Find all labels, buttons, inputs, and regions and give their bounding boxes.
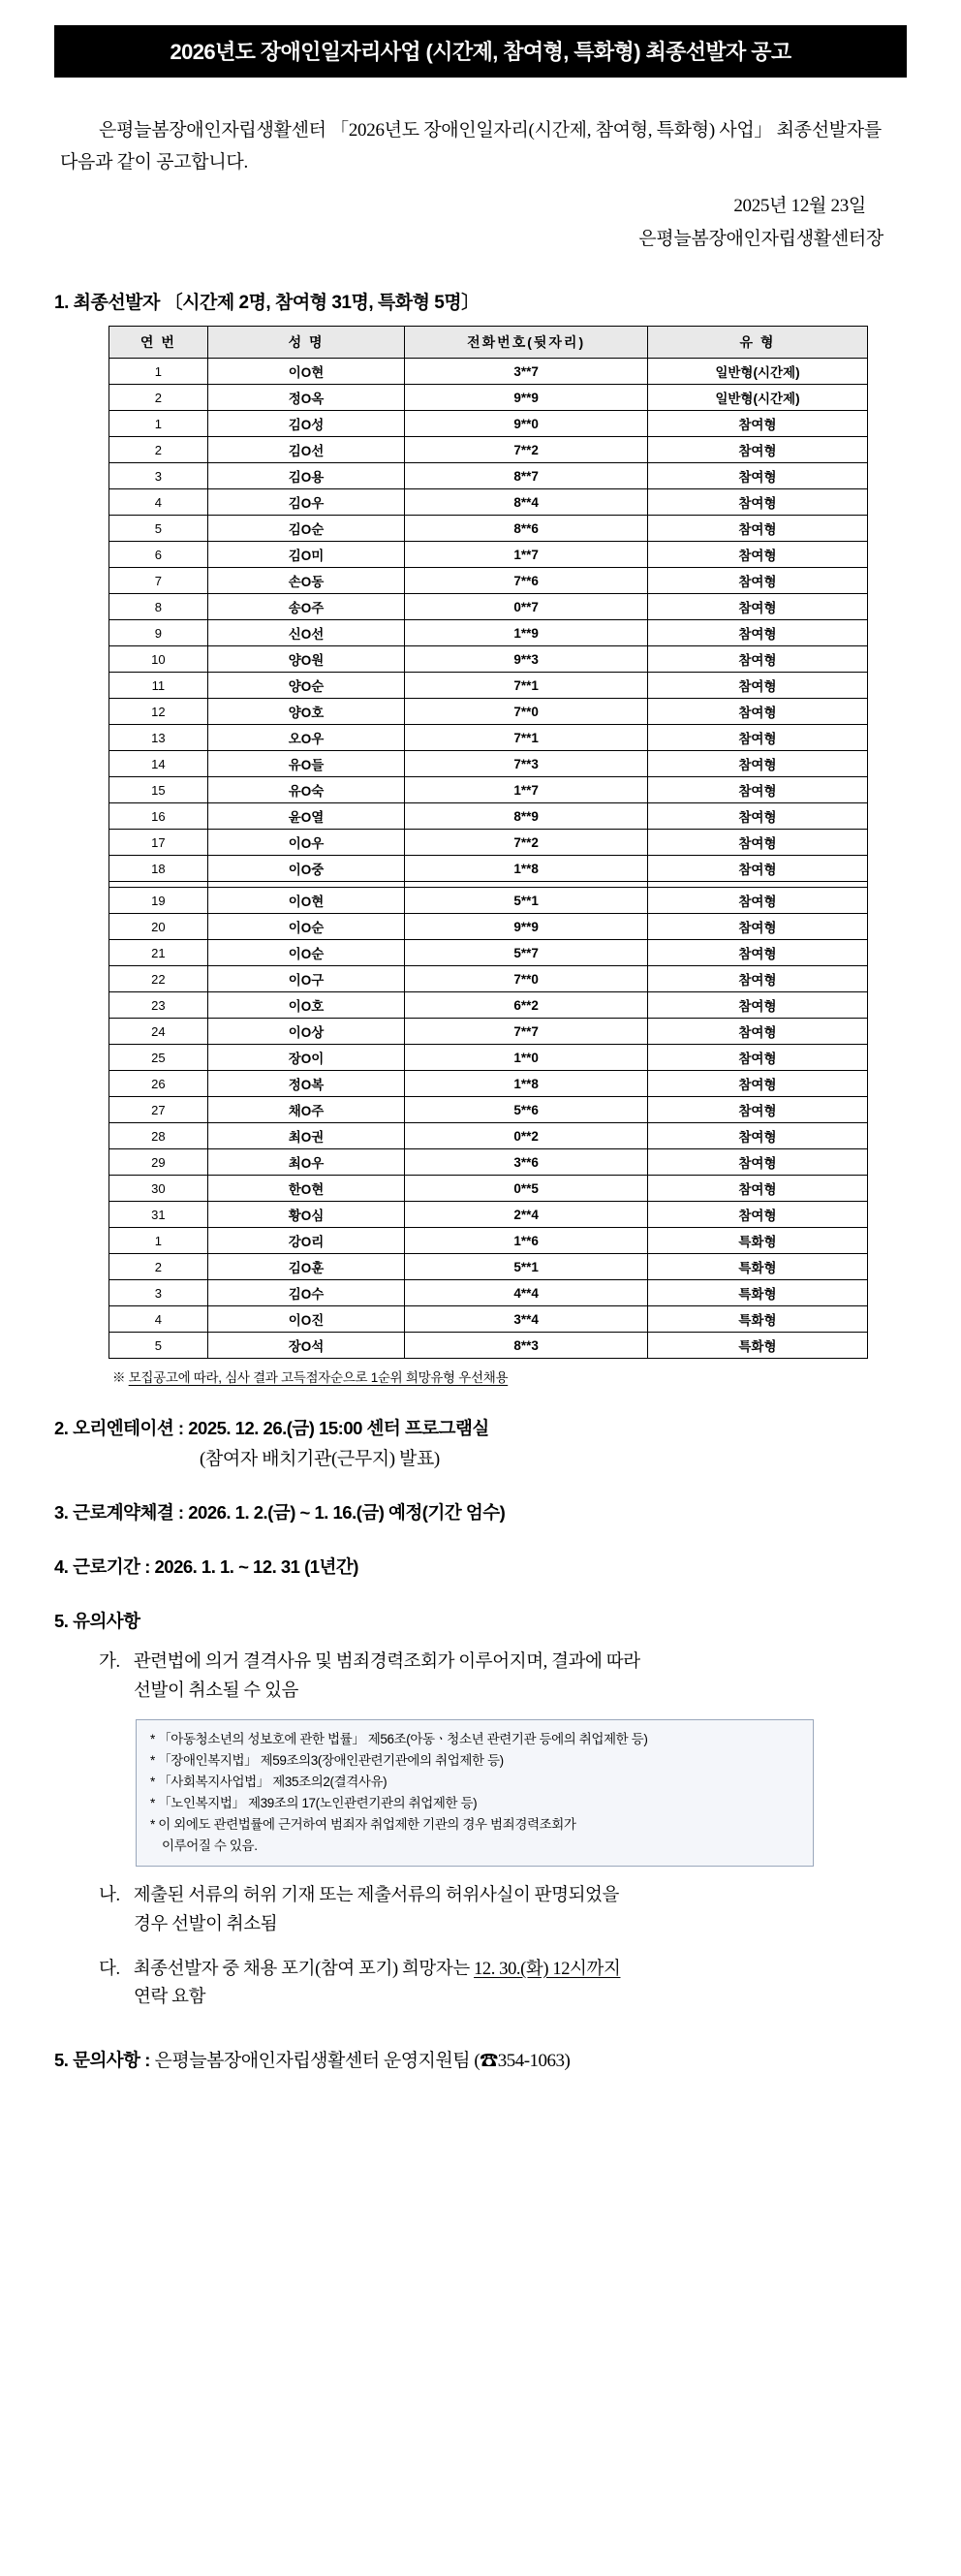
cell-type: 참여형 (647, 437, 867, 463)
cell-number: 25 (109, 1045, 208, 1071)
contact-value: 은평늘봄장애인자립생활센터 운영지원팀 (☎354-1063) (154, 2050, 571, 2071)
cell-name: 오O우 (207, 725, 405, 751)
table-row (109, 542, 868, 568)
cell-name: 김O용 (207, 463, 405, 489)
cell-number: 1 (109, 1228, 208, 1254)
intro-text: 은평늘봄장애인자립생활센터 「2026년도 장애인일자리(시간제, 참여형, 특화형) 사업」 최종선발자를 다음과 같이 공고합니다. (60, 120, 882, 173)
cell-number: 28 (109, 1123, 208, 1149)
cell-name: 황O심 (207, 1202, 405, 1228)
cell-phone: 7**0 (405, 699, 648, 725)
cell-phone: 8**9 (405, 803, 648, 830)
cell-number: 3 (109, 1280, 208, 1306)
cell-number: 30 (109, 1176, 208, 1202)
table-row (109, 385, 868, 411)
table-row (109, 725, 868, 751)
legal-note-line-1: * 「아동청소년의 성보호에 관한 법률」 제56조(아동ㆍ청소년 관련기관 등에의 취업제한 등) (150, 1732, 648, 1747)
table-row (109, 1123, 868, 1149)
cell-type: 일반형(시간제) (647, 385, 867, 411)
notice-item-c-deadline: 12. 30.(화) 12시까지 (474, 1959, 621, 1979)
cell-number: 2 (109, 385, 208, 411)
cell-phone: 7**2 (405, 830, 648, 856)
cell-number: 27 (109, 1097, 208, 1123)
table-row (109, 1019, 868, 1045)
cell-number: 10 (109, 646, 208, 673)
cell-number: 17 (109, 830, 208, 856)
cell-phone: 8**7 (405, 463, 648, 489)
cell-type: 참여형 (647, 594, 867, 620)
cell-phone: 4**4 (405, 1280, 648, 1306)
cell-number: 9 (109, 620, 208, 646)
cell-name: 송O주 (207, 594, 405, 620)
cell-number: 22 (109, 966, 208, 992)
intro-paragraph (60, 114, 901, 179)
cell-name: 김O순 (207, 516, 405, 542)
cell-phone: 0**2 (405, 1123, 648, 1149)
cell-number: 20 (109, 914, 208, 940)
cell-name: 이O순 (207, 914, 405, 940)
column-header-number: 연 번 (109, 327, 208, 359)
cell-phone: 7**0 (405, 966, 648, 992)
cell-name: 최O권 (207, 1123, 405, 1149)
cell-type: 참여형 (647, 489, 867, 516)
cell-type: 특화형 (647, 1228, 867, 1254)
cell-type: 참여형 (647, 568, 867, 594)
cell-type: 특화형 (647, 1333, 867, 1359)
table-row (109, 411, 868, 437)
cell-number: 2 (109, 1254, 208, 1280)
cell-number: 7 (109, 568, 208, 594)
section-6-heading (54, 2046, 907, 2072)
table-row (109, 1254, 868, 1280)
cell-number: 8 (109, 594, 208, 620)
cell-phone: 1**8 (405, 1071, 648, 1097)
cell-phone: 1**6 (405, 1228, 648, 1254)
cell-name: 김O성 (207, 411, 405, 437)
final-list-body (109, 359, 868, 1359)
cell-number: 5 (109, 516, 208, 542)
cell-type: 참여형 (647, 1071, 867, 1097)
cell-type: 참여형 (647, 1202, 867, 1228)
section-2-heading: 2. 오리엔테이션 : 2025. 12. 26.(금) 15:00 센터 프로그램실 (54, 1418, 489, 1439)
table-row (109, 1306, 868, 1333)
signature-organization: 은평늘봄장애인자립생활센터장 (638, 228, 884, 249)
cell-type: 참여형 (647, 914, 867, 940)
cell-phone: 2**4 (405, 1202, 648, 1228)
cell-number: 5 (109, 1333, 208, 1359)
cell-type: 일반형(시간제) (647, 359, 867, 385)
table-row (109, 1176, 868, 1202)
cell-phone: 9**9 (405, 914, 648, 940)
column-header-name: 성 명 (207, 327, 405, 359)
cell-type: 참여형 (647, 699, 867, 725)
cell-number: 4 (109, 1306, 208, 1333)
table-row (109, 1045, 868, 1071)
legal-note-line-5: * 이 외에도 관련법률에 근거하여 범죄자 취업제한 기관의 경우 범죄경력조회가 (150, 1816, 576, 1832)
cell-name: 이O순 (207, 940, 405, 966)
cell-name: 정O복 (207, 1071, 405, 1097)
cell-type: 참여형 (647, 751, 867, 777)
cell-name: 이O진 (207, 1306, 405, 1333)
cell-phone: 1**9 (405, 620, 648, 646)
contact-label: 5. 문의사항 : (54, 2049, 155, 2070)
cell-number: 19 (109, 888, 208, 914)
cell-type: 참여형 (647, 725, 867, 751)
cell-type: 참여형 (647, 1019, 867, 1045)
cell-phone: 1**0 (405, 1045, 648, 1071)
final-list-table (108, 326, 868, 1359)
table-header-row (109, 327, 868, 359)
cell-name: 신O선 (207, 620, 405, 646)
table-row (109, 914, 868, 940)
cell-type: 참여형 (647, 830, 867, 856)
cell-type: 참여형 (647, 1176, 867, 1202)
table-row (109, 673, 868, 699)
column-header-type: 유 형 (647, 327, 867, 359)
cell-type: 참여형 (647, 1045, 867, 1071)
table-row (109, 568, 868, 594)
cell-type: 참여형 (647, 856, 867, 882)
final-list-table-wrap (54, 326, 907, 1359)
cell-number: 21 (109, 940, 208, 966)
cell-name: 양O원 (207, 646, 405, 673)
cell-number: 12 (109, 699, 208, 725)
cell-number: 3 (109, 463, 208, 489)
cell-type: 참여형 (647, 777, 867, 803)
cell-phone: 9**9 (405, 385, 648, 411)
cell-phone: 6**2 (405, 992, 648, 1019)
notice-item-c-text-cont: 연락 요함 (134, 1988, 206, 2008)
cell-name: 이O호 (207, 992, 405, 1019)
cell-name: 한O현 (207, 1176, 405, 1202)
table-row (109, 1228, 868, 1254)
cell-name: 김O선 (207, 437, 405, 463)
cell-number: 2 (109, 437, 208, 463)
cell-name: 채O주 (207, 1097, 405, 1123)
notice-item-b-text: 제출된 서류의 허위 기재 또는 제출서류의 허위사실이 판명되었을 (133, 1886, 619, 1906)
cell-phone: 3**6 (405, 1149, 648, 1176)
cell-name: 김O훈 (207, 1254, 405, 1280)
table-row (109, 437, 868, 463)
table-row (109, 463, 868, 489)
cell-number: 1 (109, 359, 208, 385)
cell-name: 이O현 (207, 359, 405, 385)
cell-name: 이O상 (207, 1019, 405, 1045)
cell-name: 강O리 (207, 1228, 405, 1254)
table-row (109, 594, 868, 620)
cell-phone: 1**7 (405, 777, 648, 803)
cell-type: 참여형 (647, 940, 867, 966)
cell-type: 참여형 (647, 992, 867, 1019)
cell-phone: 1**8 (405, 856, 648, 882)
notice-item-b-text-cont: 경우 선발이 취소됨 (134, 1915, 278, 1935)
cell-type: 특화형 (647, 1306, 867, 1333)
cell-name: 윤O열 (207, 803, 405, 830)
section-5-heading: 5. 유의사항 (54, 1611, 140, 1632)
cell-type: 참여형 (647, 803, 867, 830)
cell-type: 참여형 (647, 1123, 867, 1149)
cell-type: 참여형 (647, 673, 867, 699)
table-row (109, 1333, 868, 1359)
cell-number: 14 (109, 751, 208, 777)
cell-type: 참여형 (647, 463, 867, 489)
cell-name: 김O우 (207, 489, 405, 516)
cell-phone: 5**6 (405, 1097, 648, 1123)
table-row (109, 966, 868, 992)
cell-name: 정O옥 (207, 385, 405, 411)
cell-number: 13 (109, 725, 208, 751)
table-note (112, 1367, 907, 1386)
cell-type: 참여형 (647, 1097, 867, 1123)
notice-item-c (99, 1956, 907, 2013)
cell-name: 김O수 (207, 1280, 405, 1306)
notice-item-a-label: 가. (99, 1652, 120, 1673)
cell-phone: 8**3 (405, 1333, 648, 1359)
notice-item-a (99, 1649, 907, 1706)
cell-phone: 7**1 (405, 673, 648, 699)
signature-date: 2025년 12월 23일 (733, 195, 866, 216)
legal-note-line-4: * 「노인복지법」 제39조의 17(노인관련기관의 취업제한 등) (150, 1795, 478, 1810)
cell-name: 손O동 (207, 568, 405, 594)
legal-note-line-6: 이루어질 수 있음. (162, 1838, 258, 1853)
table-row (109, 489, 868, 516)
cell-name: 이O현 (207, 888, 405, 914)
cell-phone: 0**5 (405, 1176, 648, 1202)
table-row (109, 777, 868, 803)
cell-type: 참여형 (647, 888, 867, 914)
cell-number: 18 (109, 856, 208, 882)
cell-phone: 3**7 (405, 359, 648, 385)
cell-number: 23 (109, 992, 208, 1019)
table-row (109, 940, 868, 966)
cell-phone: 9**0 (405, 411, 648, 437)
table-row (109, 516, 868, 542)
cell-name: 양O호 (207, 699, 405, 725)
cell-phone: 7**6 (405, 568, 648, 594)
cell-phone: 5**7 (405, 940, 648, 966)
notice-item-b-label: 나. (99, 1886, 120, 1906)
cell-phone: 1**7 (405, 542, 648, 568)
table-row (109, 751, 868, 777)
table-row (109, 620, 868, 646)
cell-name: 최O우 (207, 1149, 405, 1176)
cell-number: 26 (109, 1071, 208, 1097)
table-row (109, 1071, 868, 1097)
cell-phone: 5**1 (405, 1254, 648, 1280)
cell-type: 참여형 (647, 542, 867, 568)
cell-type: 참여형 (647, 1149, 867, 1176)
cell-number: 31 (109, 1202, 208, 1228)
cell-name: 김O미 (207, 542, 405, 568)
table-row (109, 1149, 868, 1176)
cell-number: 4 (109, 489, 208, 516)
section-2-subline: (참여자 배치기관(근무지) 발표) (200, 1449, 440, 1470)
table-row (109, 646, 868, 673)
cell-number: 6 (109, 542, 208, 568)
legal-note-line-2: * 「장애인복지법」 제59조의3(장애인관련기관에의 취업제한 등) (150, 1753, 504, 1769)
notice-item-a-text-cont: 선발이 취소될 수 있음 (134, 1681, 298, 1701)
section-4-heading: 4. 근로기간 : 2026. 1. 1. ~ 12. 31 (1년간) (54, 1556, 358, 1578)
table-row (109, 856, 868, 882)
table-row (109, 1280, 868, 1306)
table-row (109, 830, 868, 856)
table-row (109, 888, 868, 914)
cell-number: 24 (109, 1019, 208, 1045)
cell-type: 참여형 (647, 516, 867, 542)
table-row (109, 803, 868, 830)
cell-type: 참여형 (647, 966, 867, 992)
legal-note-box (136, 1719, 814, 1867)
column-header-phone: 전화번호(뒷자리) (405, 327, 648, 359)
cell-phone: 7**7 (405, 1019, 648, 1045)
cell-phone: 9**3 (405, 646, 648, 673)
cell-type: 특화형 (647, 1254, 867, 1280)
section-3-heading: 3. 근로계약체결 : 2026. 1. 2.(금) ~ 1. 16.(금) 예정(기간 엄수) (54, 1502, 506, 1524)
cell-phone: 3**4 (405, 1306, 648, 1333)
cell-phone: 7**2 (405, 437, 648, 463)
cell-name: 양O순 (207, 673, 405, 699)
note-text: 모집공고에 따라, 심사 결과 고득점자순으로 1순위 희망유형 우선채용 (128, 1370, 509, 1386)
section-1-heading: 1. 최종선발자 〔시간제 2명, 참여형 31명, 특화형 5명〕 (54, 293, 480, 314)
cell-name: 장O석 (207, 1333, 405, 1359)
cell-name: 이O구 (207, 966, 405, 992)
cell-phone: 8**6 (405, 516, 648, 542)
cell-number: 16 (109, 803, 208, 830)
cell-type: 참여형 (647, 620, 867, 646)
cell-phone: 5**1 (405, 888, 648, 914)
notice-item-b (99, 1882, 907, 1939)
legal-note-line-3: * 「사회복지사업법」 제35조의2(결격사유) (150, 1775, 388, 1789)
table-row (109, 359, 868, 385)
cell-name: 유O들 (207, 751, 405, 777)
cell-name: 장O이 (207, 1045, 405, 1071)
cell-name: 이O중 (207, 856, 405, 882)
notice-item-a-text: 관련법에 의거 결격사유 및 범죄경력조회가 이루어지며, 결과에 따라 (133, 1652, 640, 1673)
note-mark: ※ (112, 1370, 129, 1386)
cell-phone: 0**7 (405, 594, 648, 620)
cell-type: 특화형 (647, 1280, 867, 1306)
cell-phone: 7**1 (405, 725, 648, 751)
table-row (109, 1202, 868, 1228)
table-row (109, 699, 868, 725)
cell-name: 유O숙 (207, 777, 405, 803)
cell-type: 참여형 (647, 646, 867, 673)
table-row (109, 1097, 868, 1123)
cell-phone: 7**3 (405, 751, 648, 777)
cell-type: 참여형 (647, 411, 867, 437)
cell-number: 15 (109, 777, 208, 803)
table-row (109, 992, 868, 1019)
notice-item-c-text: 최종선발자 중 채용 포기(참여 포기) 희망자는 (133, 1959, 475, 1979)
cell-name: 이O우 (207, 830, 405, 856)
cell-phone: 8**4 (405, 489, 648, 516)
page-title: 2026년도 장애인일자리사업 (시간제, 참여형, 특화형) 최종선발자 공고 (54, 25, 907, 78)
cell-number: 29 (109, 1149, 208, 1176)
notice-item-c-label: 다. (99, 1959, 120, 1979)
cell-number: 1 (109, 411, 208, 437)
cell-number: 11 (109, 673, 208, 699)
